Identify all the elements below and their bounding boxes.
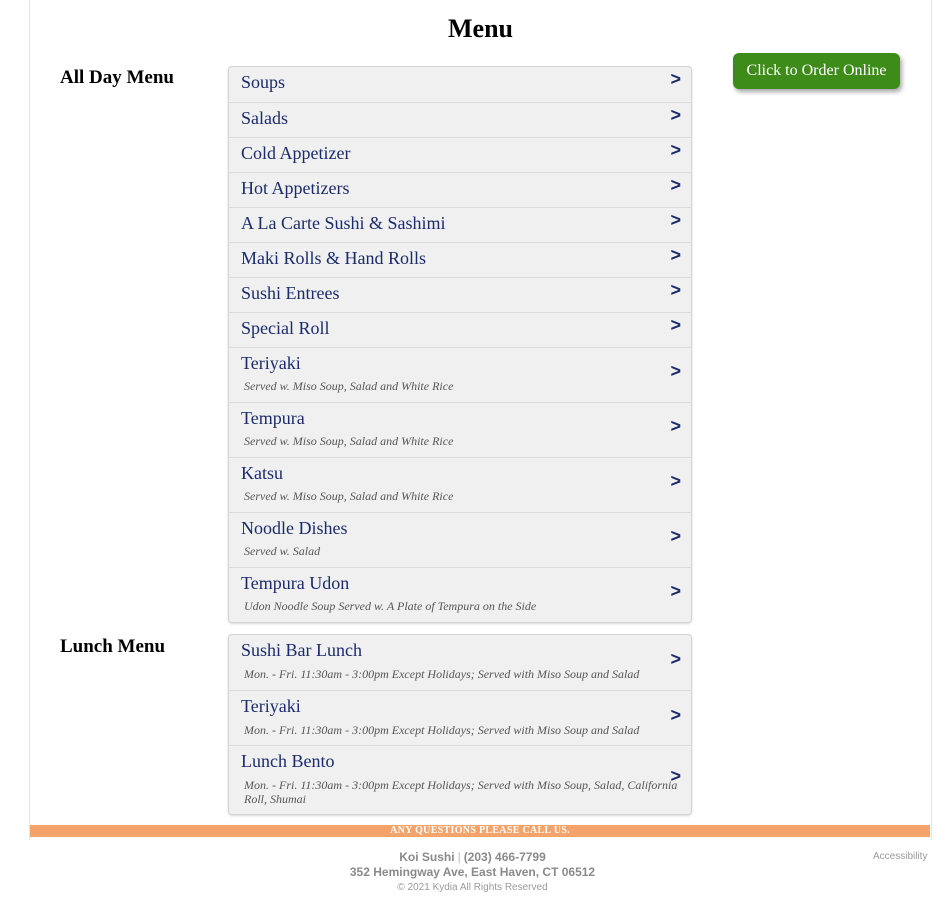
menu-item-salads[interactable] [229, 102, 691, 137]
lunch-menu-heading: Lunch Menu [60, 636, 166, 657]
item-name: Sushi Bar Lunch [241, 640, 362, 660]
chevron-right-icon: > [670, 105, 681, 125]
item-description: Served w. Miso Soup, Salad and White Rice [244, 489, 454, 503]
chevron-right-icon: > [670, 361, 681, 381]
item-name: Cold Appetizer [241, 143, 351, 163]
menu-item-maki-hand-rolls[interactable] [229, 242, 691, 277]
menu-item-sushi-sashimi[interactable] [229, 207, 691, 242]
item-description: Udon Noodle Soup Served w. A Plate of Tempura on the Side [244, 599, 537, 613]
item-description: Mon. - Fri. 11:30am - 3:00pm Except Holidays; Served with Miso Soup, Salad, California Roll, Shumai [244, 778, 678, 806]
item-description: Served w. Salad [244, 544, 321, 558]
chevron-right-icon: > [670, 280, 681, 300]
chevron-right-icon: > [670, 315, 681, 335]
item-name: Hot Appetizers [241, 178, 350, 198]
menu-item-sushi-bar-lunch[interactable] [229, 635, 691, 690]
all-day-menu-list [228, 66, 692, 623]
menu-item-lunch-teriyaki[interactable] [229, 690, 691, 745]
footer-copyright [0, 882, 945, 893]
item-name: Lunch Bento [241, 751, 335, 771]
menu-item-hot-appetizers[interactable] [229, 172, 691, 207]
menu-item-soups[interactable] [229, 67, 691, 102]
menu-item-sushi-entrees[interactable] [229, 277, 691, 312]
kydia-link[interactable]: Kydia [432, 882, 458, 893]
chevron-right-icon: > [670, 416, 681, 436]
footer-separator: | [457, 850, 461, 864]
item-name: Sushi Entrees [241, 283, 340, 303]
item-description: Served w. Miso Soup, Salad and White Rice [244, 379, 454, 393]
item-name: Teriyaki [241, 696, 301, 716]
menu-item-tempura[interactable] [229, 402, 691, 457]
menu-item-tempura-udon[interactable] [229, 567, 691, 622]
order-online-button[interactable]: Click to Order Online [733, 53, 900, 89]
item-name: Soups [241, 72, 286, 92]
footer-contact [0, 850, 945, 864]
item-description: Mon. - Fri. 11:30am - 3:00pm Except Holidays; Served with Miso Soup and Salad [244, 723, 640, 737]
page-container [29, 0, 932, 840]
chevron-right-icon: > [670, 649, 681, 669]
copyright-year: © 2021 [397, 882, 430, 893]
item-name: Noodle Dishes [241, 518, 348, 538]
item-name: Special Roll [241, 318, 330, 338]
chevron-right-icon: > [670, 69, 681, 89]
page-title: Menu [448, 14, 513, 43]
chevron-right-icon: > [670, 471, 681, 491]
all-day-menu-heading: All Day Menu [60, 67, 174, 88]
chevron-right-icon: > [670, 140, 681, 160]
chevron-right-icon: > [670, 581, 681, 601]
item-name: Katsu [241, 463, 283, 483]
chevron-right-icon: > [670, 766, 681, 786]
menu-item-teriyaki[interactable] [229, 347, 691, 402]
item-name: Maki Rolls & Hand Rolls [241, 248, 427, 268]
item-description: Mon. - Fri. 11:30am - 3:00pm Except Holidays; Served with Miso Soup and Salad [244, 667, 640, 681]
restaurant-name: Koi Sushi [399, 850, 455, 864]
menu-item-cold-appetizer[interactable] [229, 137, 691, 172]
menu-item-katsu[interactable] [229, 457, 691, 512]
chevron-right-icon: > [670, 526, 681, 546]
item-name: Tempura [241, 408, 305, 428]
phone-link[interactable]: (203) 466-7799 [463, 850, 546, 864]
item-name: Salads [241, 108, 288, 128]
footer-address: 352 Hemingway Ave, East Haven, CT 06512 [349, 865, 596, 879]
menu-item-lunch-bento[interactable] [229, 745, 691, 814]
lunch-menu-list [228, 634, 692, 815]
menu-item-special-roll[interactable] [229, 312, 691, 347]
chevron-right-icon: > [670, 245, 681, 265]
accessibility-link[interactable]: Accessibility [873, 851, 928, 862]
rights-text: All Rights Reserved [459, 882, 548, 893]
item-name: Teriyaki [241, 353, 301, 373]
call-us-banner: ANY QUESTIONS PLEASE CALL US. [30, 825, 930, 837]
item-description: Served w. Miso Soup, Salad and White Rice [244, 434, 454, 448]
item-name: A La Carte Sushi & Sashimi [241, 213, 446, 233]
menu-item-noodle-dishes[interactable] [229, 512, 691, 567]
item-name: Tempura Udon [241, 573, 350, 593]
chevron-right-icon: > [670, 705, 681, 725]
chevron-right-icon: > [670, 210, 681, 230]
chevron-right-icon: > [670, 175, 681, 195]
